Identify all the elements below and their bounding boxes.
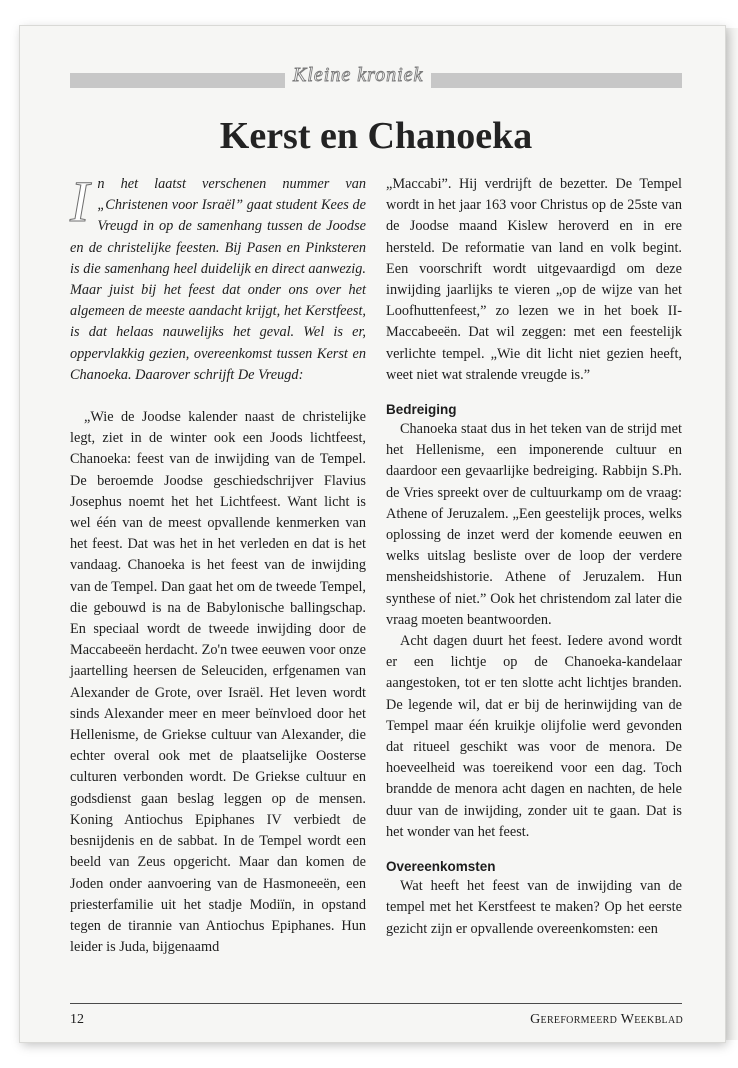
intro-paragraph — [70, 169, 366, 386]
body-paragraph-1: „Wie de Joodse kalender naast de christelijke legt, ziet in de winter ook een Joods lichtfeest, Chanoeka: feest van de inwijding van de Tempel. De beroemde Joodse geschiedschrijver Flavius Josephus noemt het het Lichtfeest. Want licht is wel één van de meest opvallende kenmerken van het feest. Dat was het in het verleden en dat is het vandaag. Chanoeka is het feest van de inwijding van de Tempel. Dan gaat het om de tweede Tempel, die gebouwd is na de Babylonische ballingschap. En speciaal wordt de tweede inwijding door de Maccabeeën herdacht. Zo'n twee eeuwen voor onze jaartelling heersen de Seleuciden, erfgenamen van Alexander de Grote, over Israël. Het leven wordt sinds Alexander meer en meer beïnvloed door het Hellenisme, de Griekse cultuur van Alexander, die echter overal ook met de plaatselijke Oosterse culturen verbonden wordt. De Griekse cultuur en godsdienst gaan beslag leggen op de mensen. Koning Antiochus Epiphanes IV verbiedt de besnijdenis en de sabbat. In de Tempel wordt een beeld van Zeus opgericht. Maar dan komen de Joden onder aanvoering van de Hasmoneeën, een priesterfamilie uit het stadje Modiïn, in opstand tegen de tirannie van Antiochus Epiphanes. Hun leider is Juda, bijgenaamd — [70, 409, 366, 956]
right-column — [386, 174, 682, 940]
body-paragraph-3: Acht dagen duurt het feest. Iedere avond wordt er een lichtje op de Chanoeka-kandelaar aangestoken, tot er ten slotte acht lichtjes branden. De legende wil, dat er bij de herinwijding van de Tempel maar één kruikje olijfolie werd gevonden dat ritueel geschikt was voor de menora. De hoeveelheid was toereikend voor een dag. Toch brandde de menora acht dagen en nachten, de hele duur van de inwijding, zonder uit te gaan. Dat is het wonder van het feest. — [386, 633, 682, 840]
paragraph-gap — [70, 386, 366, 407]
body-paragraph-1-continued: „Maccabi”. Hij verdrijft de bezetter. De Tempel wordt in het jaar 163 voor Christus op de 25ste van de Joodse maand Kislew heroverd en in ere hersteld. De reformatie van land en volk begint. Een voorschrift wordt uitgevaardigd om deze inwijding jaarlijks te vieren „op de wijze van het Loofhuttenfeest,” zo lezen we in het boek II-Maccabeeën. Dat wil zeggen: met een feestelijk verlichte tempel. „Wie dit licht niet gezien heeft, weet niet wat stralende vreugde is.” — [386, 176, 682, 383]
publication-name: Gereformeerd Weekblad — [530, 1012, 683, 1027]
footer-rule — [70, 1003, 682, 1004]
magazine-page — [20, 26, 725, 1042]
article-title: Kerst en Chanoeka — [219, 115, 533, 157]
left-column — [70, 169, 366, 958]
intro-text: n het laatst verschenen nummer van „Christenen voor Israël” gaat student Kees de Vreugd in op de samenhang tussen de Joodse en de christelijke feesten. Bij Pasen en Pinksteren is die samenhang heel duidelijk en direct aanwezig. Maar juist bij het feest dat onder ons over het algemeen de meeste aandacht krijgt, het Kerstfeest, is dat helaas nauwelijks het geval. Wel is er, oppervlakkig gezien, overeenkomst tussen Kerst en Chanoeka. Daarover schrijft De Vreugd: — [70, 176, 366, 383]
drop-cap: I — [70, 169, 90, 234]
subheading-bedreiging: Bedreiging — [386, 402, 457, 418]
body-paragraph-4: Wat heeft het feest van de inwijding van de tempel met het Kerstfeest te maken? Op het eerste gezicht zijn er opvallende overeenkomsten: een — [386, 878, 682, 937]
subheading-overeenkomsten: Overeenkomsten — [386, 859, 496, 875]
body-paragraph-2: Chanoeka staat dus in het teken van de strijd met het Hellenisme, een imponerende cultuur en daardoor een gevaarlijke bedreiging. Rabbijn S.Ph. de Vries spreekt over de cultuurkamp om de vraag: Athene of Jeruzalem. „Een geestelijk proces, welks oplossing de inzet werd der komende eeuwen en welks uitslag besliste over de loop der verdere mensheidshistorie. Athene of Jeruzalem. Hun synthese of niet.” Ook het christendom zal later die vraag moeten beantwoorden. — [386, 421, 682, 628]
section-label: Kleine kroniek — [285, 62, 431, 88]
page-number: 12 — [70, 1012, 84, 1027]
